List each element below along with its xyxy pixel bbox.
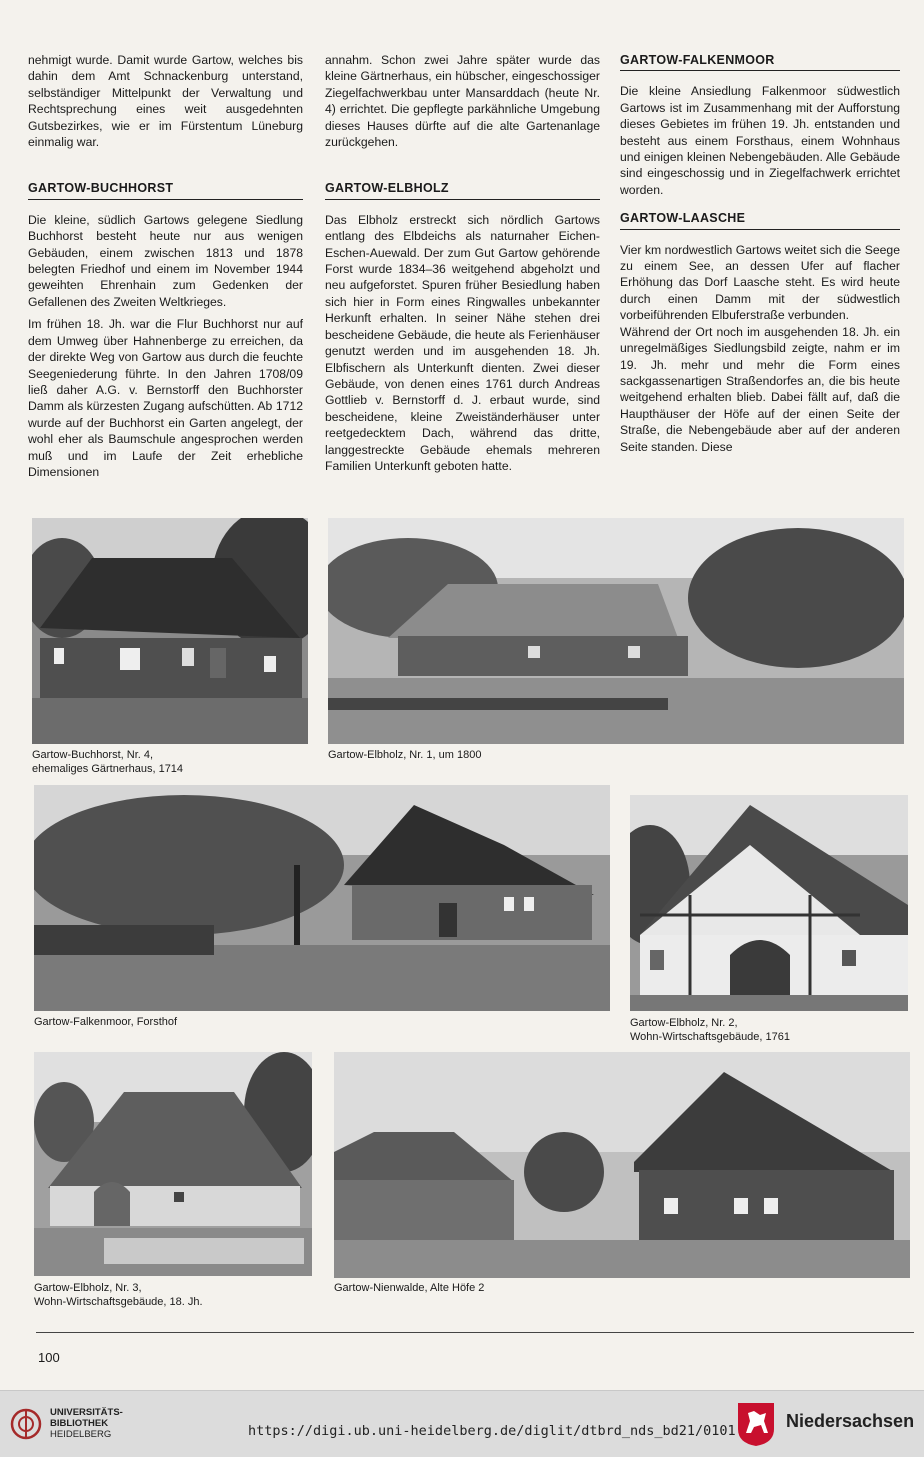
paragraph: annahm. Schon zwei Jahre später wurde das kleine Gärtnerhaus, ein hübscher, eingeschossiger Ziegelfachwerkbau unter Mansarddach (heute Nr. 4) errichtet. Die gepflegte parkähnliche Umgebung dieses Hauses dürfte auf die alte Gartenanlage zurückgehen. — [325, 53, 600, 150]
bottom-rule — [36, 1332, 914, 1333]
caption-buchhorst: Gartow-Buchhorst, Nr. 4, ehemaliges Gärtnerhaus, 1714 — [32, 749, 184, 775]
paragraph: nehmigt wurde. Damit wurde Gartow, welches bis dahin dem Amt Schnackenburg unterstand, selbständiger Mittelpunkt der Verwaltung und Rechtsprechung eines weit ausgedehnten Gutsbezirkes, wie er im Fürstentum Lüneburg einmalig war. — [28, 53, 303, 150]
photo-elbholz-nr1 — [328, 518, 904, 744]
paragraph: Die kleine, südlich Gartows gelegene Siedlung Buchhorst besteht heute nur aus wenigen Gebäuden, einem zwischen 1813 und 1878 belegten Friedhof und einem im November 1944 geweihten Ehrenhain zum Gedenken der Gefallenen des Zweiten Weltkrieges. — [28, 212, 303, 309]
text-column-3 — [620, 52, 900, 461]
caption-falkenmoor: Gartow-Falkenmoor, Forsthof — [34, 1016, 178, 1028]
section-heading-laasche: GARTOW-LAASCHE — [620, 210, 900, 229]
paragraph: Im frühen 18. Jh. war die Flur Buchhorst nur auf dem Umweg über Hahnenberge zu erreichen, da der direkte Weg von Gartow aus durch die feuchte Seegeniederung führte. In den Jahren 1708/09 ließ daher A.G. v. Bernstorff den Buchhorster Damm als kürzesten Zugang aufschütten. Ab 1712 wurde auf der Buchhorst ein Garten angelegt, der wohl eher als Baumschule angesprochen werden muß und im Laufe der Zeit erhebliche Dimensionen — [28, 317, 303, 479]
uni-name-line: UNIVERSITÄTS- — [50, 1407, 123, 1418]
caption-elbholz-nr3: Gartow-Elbholz, Nr. 3, Wohn-Wirtschaftsgebäude, 18. Jh. — [34, 1282, 203, 1308]
university-seal-icon[interactable] — [10, 1399, 42, 1449]
paragraph: Vier km nordwestlich Gartows weitet sich die Seege zu einem See, an dessen Ufer auf flacher Erhöhung das Dorf Laasche steht. Es wird heute durch einen Damm mit der südwestlich vorbeiführenden Elbuferstraße verbunden. — [620, 242, 900, 323]
page-number: 100 — [38, 1350, 60, 1365]
footer-bar — [0, 1390, 924, 1457]
paragraph: Während der Ort noch im ausgehenden 18. Jh. ein unregelmäßiges Siedlungsbild zeigte, nahm er im 19. Jh. mehr und mehr die Form eines sackgassenartigen Straßendorfes an, die bis heute weitgehend erhalten blieb. Dabei fällt auf, daß die Haupthäuser der Höfe auf der einen Seite der Straße, die Nebengebäude aber auf der anderen Seite standen. Diese — [620, 324, 900, 454]
photo-elbholz-nr2 — [630, 795, 908, 1011]
paragraph: Die kleine Ansiedlung Falkenmoor südwestlich Gartows ist im Zusammenhang mit der Aufforstung dieses Gebietes im frühen 19. Jh. entstanden und besteht aus einem Forsthaus, einem Wohnhaus und einigen kleinen Nebengebäuden. Alle Gebäude sind eingeschossig und in Ziegelfachwerk errichtet worden. — [620, 84, 900, 197]
caption-nienwalde: Gartow-Nienwalde, Alte Höfe 2 — [334, 1282, 485, 1294]
text-column-2 — [325, 52, 600, 480]
caption-elbholz-nr1: Gartow-Elbholz, Nr. 1, um 1800 — [328, 749, 482, 761]
photo-falkenmoor-forsthof — [34, 785, 610, 1011]
section-heading-buchhorst: GARTOW-BUCHHORST — [28, 180, 303, 199]
state-label: Niedersachsen — [786, 1411, 915, 1431]
source-url-link[interactable]: https://digi.ub.uni-heidelberg.de/diglit/dtbrd_nds_bd21/0101 — [248, 1423, 736, 1439]
university-library-label[interactable] — [50, 1407, 123, 1440]
section-heading-elbholz: GARTOW-ELBHOLZ — [325, 180, 600, 199]
section-heading-falkenmoor: GARTOW-FALKENMOOR — [620, 52, 900, 71]
photo-elbholz-nr3 — [34, 1052, 312, 1276]
niedersachsen-horse-icon[interactable] — [736, 1401, 776, 1447]
uni-name-line: BIBLIOTHEK — [50, 1418, 109, 1429]
caption-elbholz-nr2: Gartow-Elbholz, Nr. 2, Wohn-Wirtschaftsgebäude, 1761 — [630, 1017, 790, 1043]
photo-buchhorst-gaertnerhaus — [32, 518, 308, 744]
paragraph: Das Elbholz erstreckt sich nördlich Gartows entlang des Elbdeichs als naturnaher Eichen-Eschen-Auewald. Der zum Gut Gartow gehörende Forst wurde 1834–36 weitgehend abgeholzt und neu aufgeforstet. Spuren früher Besiedlung haben sich hier in Form eines Ringwalles unbekannter Herkunft erhalten. In seiner Nähe stehen drei bescheidene Gebäude, die heute als Ferienhäuser genutzt werden und im ausgehenden 18. Jh. Elbfischern als Unterkunft dienten. Zwei dieser Gebäude, von denen eines 1761 durch Andreas Gottlieb v. Bernstorff d. J. erbaut wurde, sind bescheidene, kleine Zweiständerhäuser unter reetgedecktem Dach, während das dritte, langgestreckte Gebäude ehemals mehreren Familien Unterkunft geboten hatte. — [325, 212, 600, 473]
text-column-1 — [28, 52, 303, 486]
photo-nienwalde-alte-hoefe — [334, 1052, 910, 1278]
uni-name-line: HEIDELBERG — [50, 1429, 112, 1440]
